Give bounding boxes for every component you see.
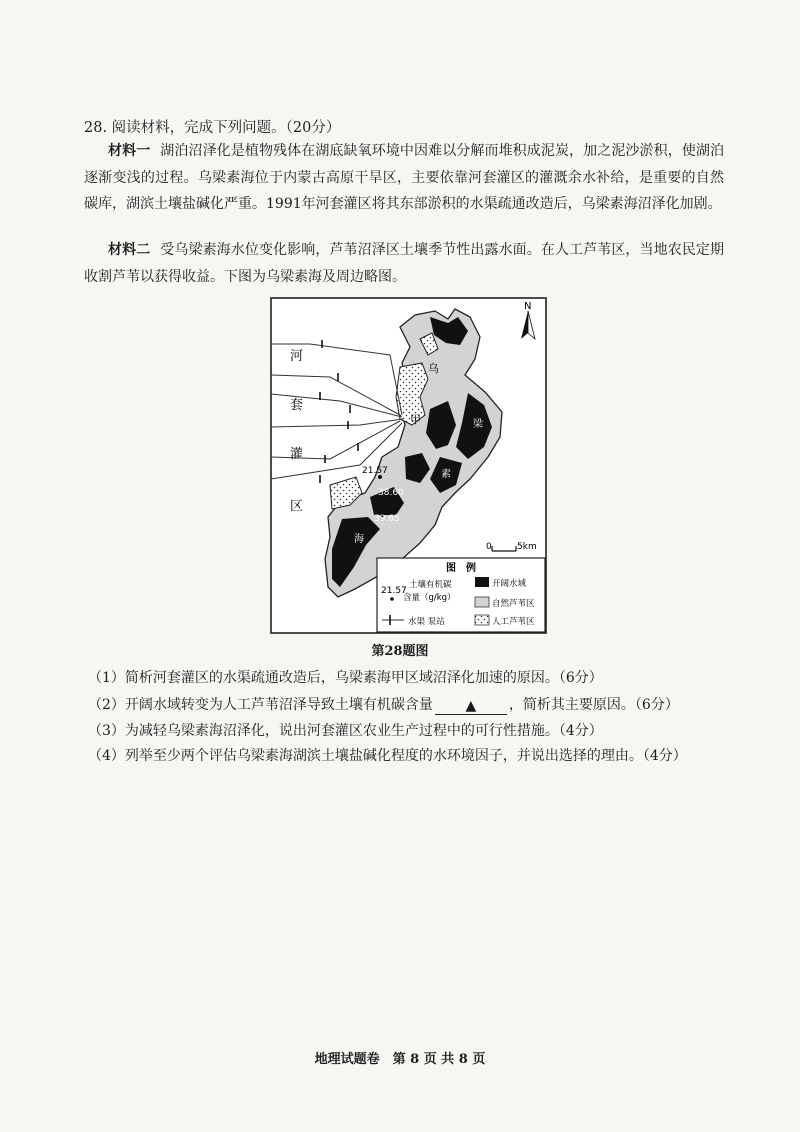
legend-item: 开阔水域 xyxy=(492,579,527,589)
legend-swatch-artificial-reed xyxy=(475,615,489,625)
material-1 xyxy=(84,138,724,218)
carbon-point-value: 38.60 xyxy=(378,488,404,498)
legend-canal-label: 水渠 泵站 xyxy=(408,617,445,627)
legend-swatch-natural-reed xyxy=(475,597,489,607)
triangle-icon: ▲ xyxy=(465,698,477,714)
material-1-text: 湖泊沼泽化是植物残体在湖底缺氧环境中因难以分解而堆积成泥炭，加之泥沙淤积，使湖泊逐渐变浅的过程。乌梁素海位于内蒙古高原干旱区，主要依靠河套灌区的灌溉余水补给，是重要的自然碳库，湖滨土壤盐碱化严重。1991年河套灌区将其东部淤积的水渠疏通改造后，乌梁素海沼泽化加剧。 xyxy=(84,143,725,212)
carbon-point-value: 39.65 xyxy=(374,514,400,524)
legend-carbon-point xyxy=(390,597,394,601)
question-title: 28. 阅读材料，完成下列问题。（20分） xyxy=(84,120,341,136)
sub-question-2-before: （2）开阔水域转变为人工芦苇沼泽导致土壤有机碳含量 xyxy=(88,697,433,713)
legend-swatch-open-water xyxy=(475,577,489,587)
wuliangsuhai-map xyxy=(270,297,547,634)
sub-question-4: （4）列举至少两个评估乌梁素海湖滨土壤盐碱化程度的水环境因子，并说出选择的理由。（4分） xyxy=(88,748,687,764)
sub-question-3: （3）为减轻乌梁素海沼泽化，说出河套灌区农业生产过程中的可行性措施。（4分） xyxy=(88,723,603,739)
region-label-char: 灌 xyxy=(290,447,304,462)
place-label-jia: 甲 xyxy=(410,413,421,426)
scale-end: 5km xyxy=(517,542,537,552)
region-label-char: 区 xyxy=(290,499,304,514)
answer-blank[interactable] xyxy=(435,698,507,715)
legend-item: 人工芦苇区 xyxy=(492,617,535,627)
figure-caption: 第28题图 xyxy=(371,644,429,659)
scale-zero: 0 xyxy=(486,542,492,552)
material-1-label: 材料一 xyxy=(108,143,151,159)
material-2-label: 材料二 xyxy=(108,242,151,258)
sub-question-2-after: ，简析其主要原因。（6分） xyxy=(508,697,679,713)
place-label-hai: 海 xyxy=(354,534,364,545)
place-label-liang: 梁 xyxy=(473,419,483,430)
legend-carbon-label: 土壤有机碳 xyxy=(409,580,452,590)
legend-carbon-value: 21.57 xyxy=(381,586,407,596)
region-label-char: 套 xyxy=(290,398,304,413)
place-label-wu: 乌 xyxy=(428,362,439,375)
legend-item: 自然芦苇区 xyxy=(492,599,535,609)
north-label: N xyxy=(524,301,532,312)
material-2 xyxy=(84,237,724,290)
legend-carbon-unit: 含量（g/kg） xyxy=(403,593,456,603)
page-footer: 地理试题卷 第 8 页 共 8 页 xyxy=(314,1052,486,1067)
sub-question-2 xyxy=(88,694,679,714)
legend-title: 图 例 xyxy=(446,563,476,574)
sub-question-1: （1）简析河套灌区的水渠疏通改造后，乌梁素海甲区域沼泽化加速的原因。（6分） xyxy=(88,670,603,686)
region-label-char: 河 xyxy=(290,349,304,364)
carbon-point-value: 21.57 xyxy=(362,466,388,476)
place-label-su: 素 xyxy=(441,469,451,480)
material-2-text: 受乌梁素海水位变化影响，芦苇沼泽区土壤季节性出露水面。在人工芦苇区，当地农民定期收割芦苇以获得收益。下图为乌梁素海及周边略图。 xyxy=(84,242,725,285)
